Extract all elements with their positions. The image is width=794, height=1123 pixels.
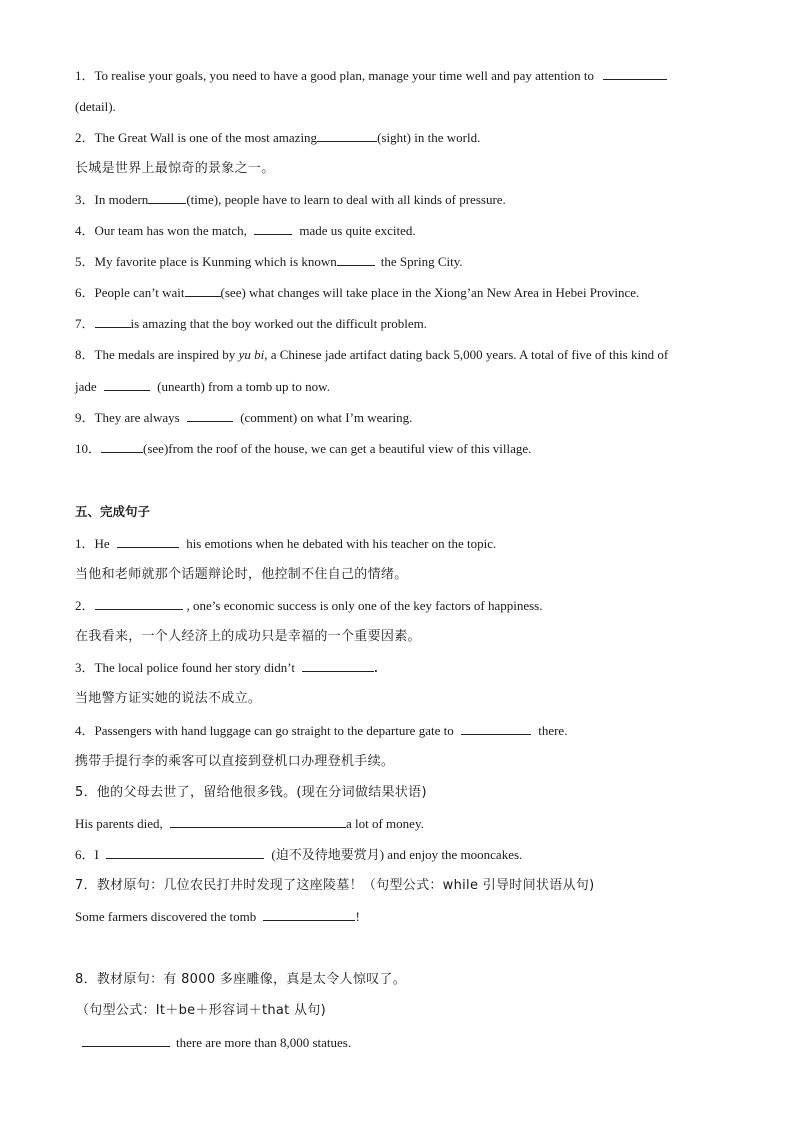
q1-line2: [75, 98, 116, 116]
s8-formula: （句型公式：It＋be＋形容词＋that 从句): [76, 1003, 326, 1018]
q9-line: [75, 409, 412, 427]
q10-rest: (see)from the roof of the house, we can get a beautiful view of this village.: [143, 441, 532, 456]
s4-blank[interactable]: [461, 722, 531, 735]
q7-number: 7．: [75, 316, 95, 331]
s8-line: [82, 1034, 351, 1052]
q5-line: [75, 253, 463, 271]
q9-text: They are always: [94, 410, 180, 425]
q7-line: [75, 315, 427, 333]
q5-blank[interactable]: [337, 253, 375, 266]
s5-blank[interactable]: [170, 815, 346, 828]
q10-number: 10．: [75, 441, 102, 456]
s2-blank[interactable]: [95, 597, 183, 610]
s1-line: [75, 535, 496, 553]
s8-prompt: [75, 971, 406, 989]
q7-rest: is amazing that the boy worked out the difficult problem.: [130, 316, 428, 331]
s7-chinese: 教材原句：几位农民打井时发现了这座陵墓！（句型公式：while 引导时间状语从句): [96, 878, 595, 893]
s8-rest: there are more than 8,000 statues.: [176, 1035, 352, 1050]
s7-prompt: [75, 877, 594, 895]
q6-line: [75, 284, 639, 302]
s2-rest: , one’s economic success is only one of the key factors of happiness.: [186, 598, 543, 613]
q9-hint: (comment) on what I’m wearing.: [240, 410, 413, 425]
section-heading: 五、完成句子: [75, 504, 151, 519]
q1-text: To realise your goals, you need to have a good plan, manage your time well and pay attention to: [94, 68, 594, 83]
s7-line: [75, 908, 360, 926]
q8-hint: (unearth) from a tomb up to now.: [157, 379, 330, 394]
s2-line: [75, 597, 542, 615]
s8-blank[interactable]: [82, 1034, 170, 1047]
q8-blank[interactable]: [104, 378, 150, 391]
q3-text: In modern: [94, 192, 149, 207]
q8-line2: [75, 378, 330, 396]
s5-number: 5．: [75, 785, 97, 800]
q8-line1: [75, 346, 668, 364]
s6-rest: (迫不及待地要赏月) and enjoy the mooncakes.: [271, 847, 523, 862]
q4-text: Our team has won the match,: [94, 223, 247, 238]
s4-text: Passengers with hand luggage can go straight to the departure gate to: [94, 723, 454, 738]
s8-number: 8．: [75, 972, 97, 987]
q1-number: 1．: [75, 68, 95, 83]
s6-line: [75, 846, 522, 864]
q6-text: People can’t wait: [94, 285, 185, 300]
q7-blank[interactable]: [95, 315, 131, 328]
q4-line: [75, 222, 416, 240]
q3-blank[interactable]: [148, 191, 186, 204]
q2-hint: (sight) in the world.: [377, 130, 481, 145]
s3-chinese: 当地警方证实她的说法不成立。: [75, 691, 262, 706]
q8-italic-term: yu bi: [238, 347, 265, 362]
s6-number: 6．: [75, 847, 95, 862]
s3-number: 3．: [75, 660, 95, 675]
s4-chinese: 携带手提行李的乘客可以直接到登机口办理登机手续。: [75, 754, 395, 769]
s7-text: Some farmers discovered the tomb: [75, 909, 257, 924]
s1-number: 1．: [75, 536, 95, 551]
q2-text: The Great Wall is one of the most amazing: [94, 130, 318, 145]
s5-text: His parents died,: [75, 816, 163, 831]
s3-blank[interactable]: [302, 659, 374, 672]
s4-rest: there.: [538, 723, 568, 738]
s5-line: [75, 815, 424, 833]
q5-rest: the Spring City.: [380, 254, 463, 269]
q6-number: 6．: [75, 285, 95, 300]
q2-number: 2．: [75, 130, 95, 145]
s7-rest: !: [355, 909, 360, 924]
q8-number: 8．: [75, 347, 95, 362]
s3-text: The local police found her story didn’t: [94, 660, 295, 675]
s7-number: 7．: [75, 878, 97, 893]
q9-number: 9．: [75, 410, 95, 425]
s1-text: He: [94, 536, 110, 551]
q4-rest: made us quite excited.: [299, 223, 416, 238]
q10-blank[interactable]: [101, 440, 143, 453]
q3-line: [75, 191, 506, 209]
q1-blank[interactable]: [603, 67, 667, 80]
s3-line: [75, 659, 378, 677]
q6-blank[interactable]: [185, 284, 221, 297]
q3-hint: (time), people have to learn to deal with all kinds of pressure.: [186, 192, 506, 207]
q1-line1: [75, 67, 667, 85]
q4-blank[interactable]: [254, 222, 292, 235]
q1-hint: (detail).: [75, 99, 116, 114]
s2-chinese: 在我看来，一个人经济上的成功只是幸福的一个重要因素。: [75, 629, 421, 644]
s1-rest: his emotions when he debated with his teacher on the topic.: [186, 536, 497, 551]
s1-blank[interactable]: [117, 535, 179, 548]
q4-number: 4．: [75, 223, 95, 238]
q8-jade: jade: [75, 379, 97, 394]
q2-line: [75, 129, 480, 147]
q10-line: [75, 440, 531, 458]
q5-number: 5．: [75, 254, 95, 269]
s5-chinese: 他的父母去世了，留给他很多钱。(现在分词做结果状语): [96, 785, 427, 800]
s6-text: I: [94, 847, 99, 862]
q9-blank[interactable]: [187, 409, 233, 422]
q5-text: My favorite place is Kunming which is known: [94, 254, 337, 269]
s2-number: 2．: [75, 598, 95, 613]
s4-line: [75, 722, 567, 740]
s5-prompt: [75, 784, 427, 802]
s6-blank[interactable]: [106, 846, 264, 859]
q8-text: The medals are inspired by: [94, 347, 236, 362]
s8-chinese: 教材原句：有 8000 多座雕像，真是太令人惊叹了。: [96, 972, 407, 987]
q3-number: 3．: [75, 192, 95, 207]
q6-rest: (see) what changes will take place in the Xiong’an New Area in Hebei Province.: [220, 285, 640, 300]
s1-chinese: 当他和老师就那个话题辩论时，他控制不住自己的情绪。: [75, 567, 408, 582]
s3-period: .: [374, 660, 378, 675]
s7-blank[interactable]: [263, 908, 355, 921]
q2-blank[interactable]: [317, 129, 377, 142]
q2-chinese: 长城是世界上最惊奇的景象之一。: [75, 161, 275, 176]
s4-number: 4．: [75, 723, 95, 738]
s5-rest: a lot of money.: [345, 816, 424, 831]
q8-text-cont: , a Chinese jade artifact dating back 5,000 years. A total of five of this kind of: [264, 347, 669, 362]
